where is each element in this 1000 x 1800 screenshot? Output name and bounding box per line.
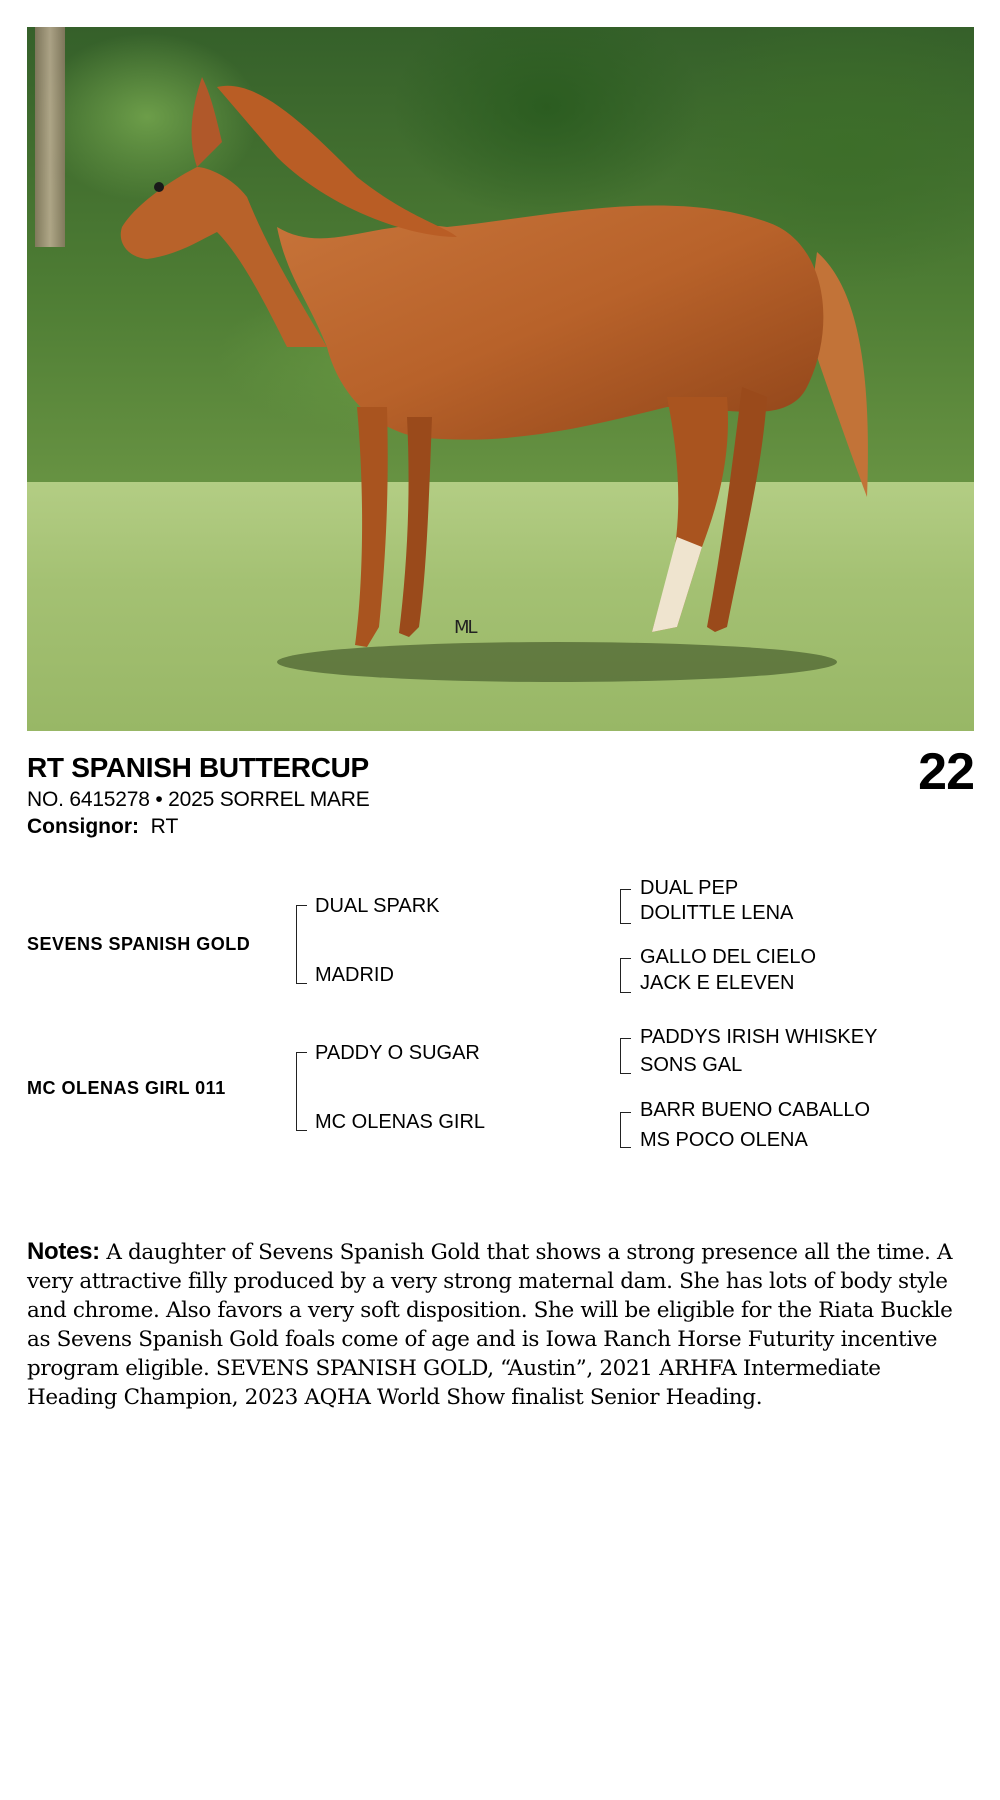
pedigree-sire-sire: DUAL SPARK xyxy=(315,895,440,917)
pedigree-bracket xyxy=(620,1112,631,1148)
pedigree-dam-sire: PADDY O SUGAR xyxy=(315,1042,480,1064)
pedigree-sire: SEVENS SPANISH GOLD xyxy=(27,934,251,954)
pedigree-sire-dam: MADRID xyxy=(315,964,394,986)
horse-silhouette-icon xyxy=(27,27,974,731)
notes-text: A daughter of Sevens Spanish Gold that shows a strong presence all the time. A very attractive filly produced by a very strong maternal dam. She has lots of body style and chrome. Also favors a very soft disposition. She will be eligible for the Riata Buckle as Sevens Spanish Gold foals come of age and is Iowa Ranch Horse Futurity incentive program eligible. SEVENS SPANISH GOLD, “Austin”, 2021 ARHFA Intermediate Heading Champion, 2023 AQHA World Show finalist Senior Heading. xyxy=(27,1240,953,1410)
horse-photo xyxy=(27,27,974,731)
pedigree-dam-dam-sire: BARR BUENO CABALLO xyxy=(640,1099,871,1121)
notes-label: Notes: xyxy=(27,1238,100,1265)
pedigree-sire-sire-dam: DOLITTLE LENA xyxy=(640,902,794,924)
lot-number: 22 xyxy=(918,743,974,801)
pedigree-bracket xyxy=(296,905,307,984)
notes-paragraph xyxy=(27,1237,977,1412)
registration-info: NO. 6415278 • 2025 SORREL MARE xyxy=(27,788,370,811)
pedigree-sire-dam-sire: GALLO DEL CIELO xyxy=(640,946,816,968)
pedigree-bracket xyxy=(620,958,631,993)
consignor-line xyxy=(27,814,178,840)
pedigree-sire-dam-dam: JACK E ELEVEN xyxy=(640,972,795,994)
horse-name: RT SPANISH BUTTERCUP xyxy=(27,752,369,783)
consignor-value: RT xyxy=(150,815,179,838)
pedigree-dam-sire-sire: PADDYS IRISH WHISKEY xyxy=(640,1026,878,1048)
pedigree-bracket xyxy=(620,889,631,924)
photographer-watermark: ML xyxy=(454,617,476,638)
pedigree-sire-sire-sire: DUAL PEP xyxy=(640,877,739,899)
consignor-label: Consignor: xyxy=(27,815,139,838)
pedigree-dam-dam: MC OLENAS GIRL xyxy=(315,1111,486,1133)
pedigree-bracket xyxy=(620,1038,631,1074)
pedigree-dam: MC OLENAS GIRL 011 xyxy=(27,1078,226,1098)
pedigree-dam-dam-dam: MS POCO OLENA xyxy=(640,1129,808,1151)
pedigree-dam-sire-dam: SONS GAL xyxy=(640,1054,743,1076)
pedigree-bracket xyxy=(296,1052,307,1131)
